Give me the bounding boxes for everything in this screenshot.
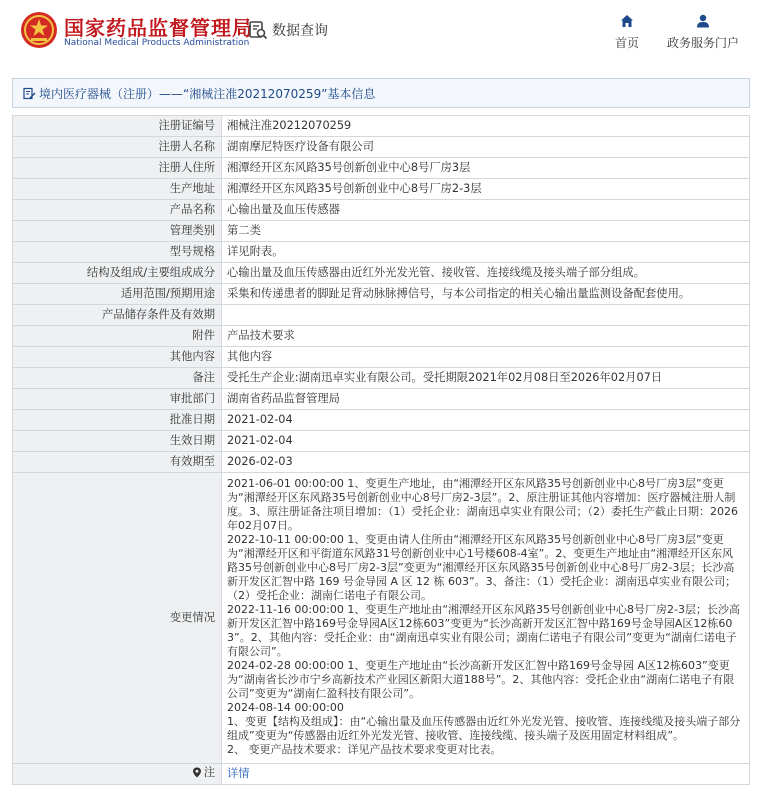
edit-document-icon — [23, 87, 36, 100]
field-value: 湘械注准20212070259 — [222, 116, 750, 137]
user-icon — [696, 14, 710, 28]
field-value: 2021-02-04 — [222, 410, 750, 431]
location-pin-icon — [192, 767, 202, 778]
field-label: 审批部门 — [13, 389, 222, 410]
field-value — [222, 305, 750, 326]
table-row — [13, 200, 750, 221]
data-query-icon — [248, 20, 268, 40]
field-label: 生产地址 — [13, 179, 222, 200]
field-value: 湘潭经开区东风路35号创新创业中心8号厂房3层 — [222, 158, 750, 179]
field-value: 心输出量及血压传感器 — [222, 200, 750, 221]
field-label: 附件 — [13, 326, 222, 347]
table-row — [13, 452, 750, 473]
data-query-link[interactable] — [248, 20, 328, 40]
details-link[interactable]: 详情 — [227, 767, 250, 780]
field-label: 产品储存条件及有效期 — [13, 305, 222, 326]
note-value — [222, 764, 750, 785]
field-label: 管理类别 — [13, 221, 222, 242]
field-value: 湘潭经开区东风路35号创新创业中心8号厂房2-3层 — [222, 179, 750, 200]
nav-service-portal[interactable] — [663, 14, 743, 51]
table-row — [13, 347, 750, 368]
note-label-cell — [13, 764, 222, 785]
site-header — [0, 0, 762, 62]
field-label: 注册人住所 — [13, 158, 222, 179]
record-title-bar — [12, 78, 750, 108]
field-label: 适用范围/预期用途 — [13, 284, 222, 305]
field-value: 其他内容 — [222, 347, 750, 368]
table-row-note — [13, 764, 750, 785]
table-row — [13, 431, 750, 452]
table-row — [13, 242, 750, 263]
field-label: 注册证编号 — [13, 116, 222, 137]
field-value: 湖南摩尼特医疗设备有限公司 — [222, 137, 750, 158]
nav-service-label: 政务服务门户 — [666, 36, 739, 50]
table-row — [13, 263, 750, 284]
field-value: 详见附表。 — [222, 242, 750, 263]
field-value: 采集和传递患者的脚趾足背动脉脉搏信号，与本公司指定的相关心输出量监测设备配套使用。 — [222, 284, 750, 305]
field-label: 批准日期 — [13, 410, 222, 431]
field-label: 备注 — [13, 368, 222, 389]
note-label: 注 — [203, 765, 215, 779]
field-value: 湖南省药品监督管理局 — [222, 389, 750, 410]
national-emblem-logo[interactable] — [20, 11, 58, 49]
nav-home[interactable] — [608, 14, 646, 51]
table-row — [13, 284, 750, 305]
field-label: 产品名称 — [13, 200, 222, 221]
field-label: 生效日期 — [13, 431, 222, 452]
field-label: 其他内容 — [13, 347, 222, 368]
registration-info-table — [12, 115, 750, 785]
field-value: 心输出量及血压传感器由近红外光发光管、接收管、连接线缆及接头端子部分组成。 — [222, 263, 750, 284]
table-row — [13, 368, 750, 389]
brand-title[interactable]: 国家药品监督管理局 — [64, 16, 253, 40]
changes-label: 变更情况 — [13, 473, 222, 764]
field-label: 结构及组成/主要组成成分 — [13, 263, 222, 284]
brand-subtitle: National Medical Products Administration — [64, 38, 250, 48]
table-row — [13, 410, 750, 431]
table-row — [13, 158, 750, 179]
record-title: 境内医疗器械（注册）——“湘械注准20212070259”基本信息 — [39, 86, 376, 101]
field-label: 注册人名称 — [13, 137, 222, 158]
nav-home-label: 首页 — [614, 36, 639, 50]
table-row — [13, 116, 750, 137]
table-row — [13, 221, 750, 242]
field-label: 型号规格 — [13, 242, 222, 263]
table-row — [13, 326, 750, 347]
home-icon — [620, 14, 634, 28]
field-value: 2026-02-03 — [222, 452, 750, 473]
table-row — [13, 179, 750, 200]
field-value: 受托生产企业:湖南迅卓实业有限公司。受托期限2021年02月08日至2026年02月07日 — [222, 368, 750, 389]
changes-history: 2021-06-01 00:00:00 1、变更生产地址，由“湘潭经开区东风路35号创新创业中心8号厂房3层”变更为“湘潭经开区东风路35号创新创业中心8号厂房2-3层”。2、原注册证其他内容增加：医疗器械注册人制度。3、原注册证备注项目增加：（1）受托企业：湖南迅卓实业有限公司；（2）委托生产截止日期：2026年02月07日。 2022-10-11 00:00:00 1、变更由请人住所由“湘潭经开区东风路35号创新创业中心8号厂房3层”变更为“湘潭经开区和平街道东风路31号创新创业中心1号楼608-4室”。2、变更生产地址由“湘潭经开区东风路35号创新创业中心8号厂房2-3层”变更为“湘潭经开区东风路35号创新创业中心8号厂房2-3层；长沙高新开发区汇智中路 169 号金导园 A 区 12 栋 603”。3、备注：（1）受托企业：湖南迅卓实业有限公司；（2）受托企业：湖南仁诺电子有限公司。 2022-11-16 00:00:00 1、变更生产地址由“湘潭经开区东风路35号创新创业中心8号厂房2-3层；长沙高新开发区汇智中路169号金导园A区12栋603”变更为“长沙高新开发区汇智中路169号金导园A区12栋603”。2、其他内容：受托企业：由“湖南迅卓实业有限公司；湖南仁诺电子有限公司”变更为“湖南仁诺电子有限公司”。 2024-02-28 00:00:00 1、变更生产地址由“长沙高新开发区汇智中路169号金导园 A区12栋603”变更为“湖南省长沙市宁乡高新技术产业园区新阳大道188号”。2、其他内容：受托企业由“湖南仁诺电子有限公司”变更为“湖南仁盈科技有限公司”。 2024-08-14 00:00:00 1、变更【结构及组成】：由“心输出量及血压传感器由近红外光发光管、接收管、连接线缆及接头端子部分组成”变更为“传感器由近红外光发光管、接收管、连接线缆、接头端子及医用固定材料组成”。 2、 变更产品技术要求：详见产品技术要求变更对比表。 — [222, 473, 750, 764]
table-row-changes — [13, 473, 750, 764]
data-query-label: 数据查询 — [272, 23, 328, 39]
field-label: 有效期至 — [13, 452, 222, 473]
table-row — [13, 305, 750, 326]
field-value: 产品技术要求 — [222, 326, 750, 347]
field-value: 第二类 — [222, 221, 750, 242]
table-row — [13, 137, 750, 158]
field-value: 2021-02-04 — [222, 431, 750, 452]
table-row — [13, 389, 750, 410]
